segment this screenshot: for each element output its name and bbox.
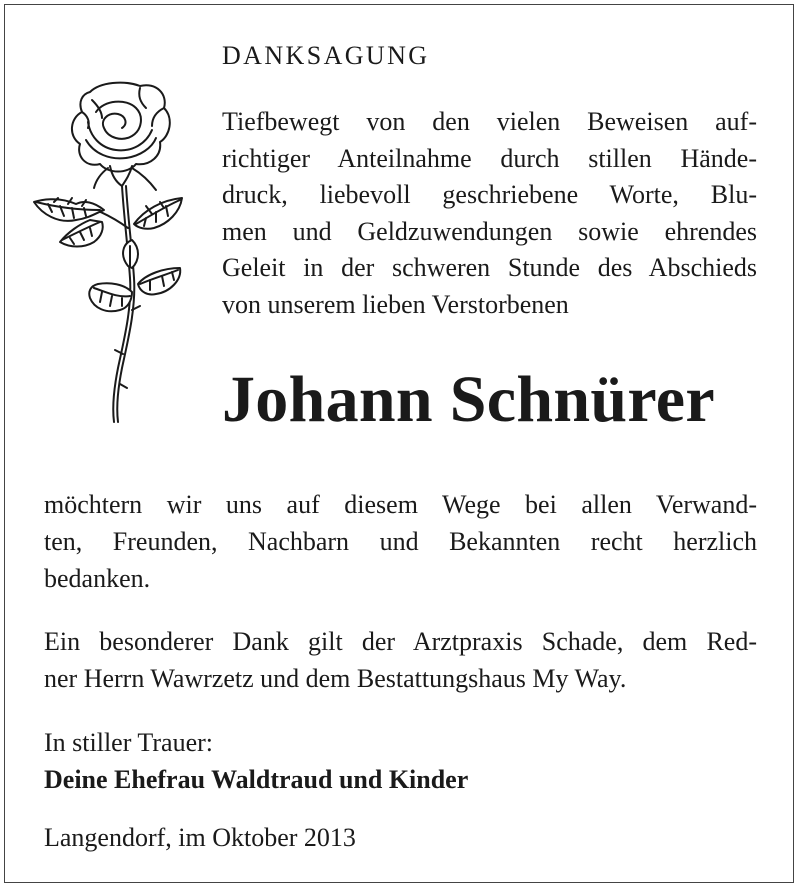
special-thanks-paragraph: [44, 623, 757, 697]
intro-line: richtiger Anteilnahme durch stillen Hände-: [222, 143, 757, 173]
rose-icon: [28, 78, 198, 426]
place-date-block: [44, 819, 757, 856]
notice-heading: DANKSAGUNG: [222, 41, 430, 70]
intro-line: men und Geldzuwendungen sowie ehrendes: [222, 216, 757, 246]
deceased-name: Johann Schnürer: [222, 363, 715, 436]
special-thanks-line: Ein besonderer Dank gilt der Arztpraxis Schade, dem Red-: [44, 627, 757, 656]
thanks-line: bedanken.: [44, 564, 151, 593]
mourning-block: [44, 724, 757, 798]
intro-line: Tiefbewegt von den vielen Beweisen auf-: [222, 107, 757, 136]
thanks-line: ten, Freunden, Nachbarn und Bekannten recht herzlich: [44, 527, 757, 556]
thanks-line: möchtern wir uns auf diesem Wege bei allen Verwand-: [44, 490, 757, 519]
special-thanks-line: ner Herrn Wawrzetz und dem Bestattungshaus My Way.: [44, 664, 627, 693]
intro-line: von unserem lieben Verstorbenen: [222, 289, 569, 319]
intro-line: druck, liebevoll geschriebene Worte, Blu-: [222, 180, 757, 209]
signatories: Deine Ehefrau Waldtraud und Kinder: [44, 765, 469, 794]
intro-line: Geleit in der schweren Stunde des Abschieds: [222, 253, 757, 282]
thanks-paragraph: [44, 486, 757, 597]
mourning-label: In stiller Trauer:: [44, 728, 213, 757]
intro-paragraph: [222, 104, 757, 323]
place-date: Langendorf, im Oktober 2013: [44, 823, 356, 852]
